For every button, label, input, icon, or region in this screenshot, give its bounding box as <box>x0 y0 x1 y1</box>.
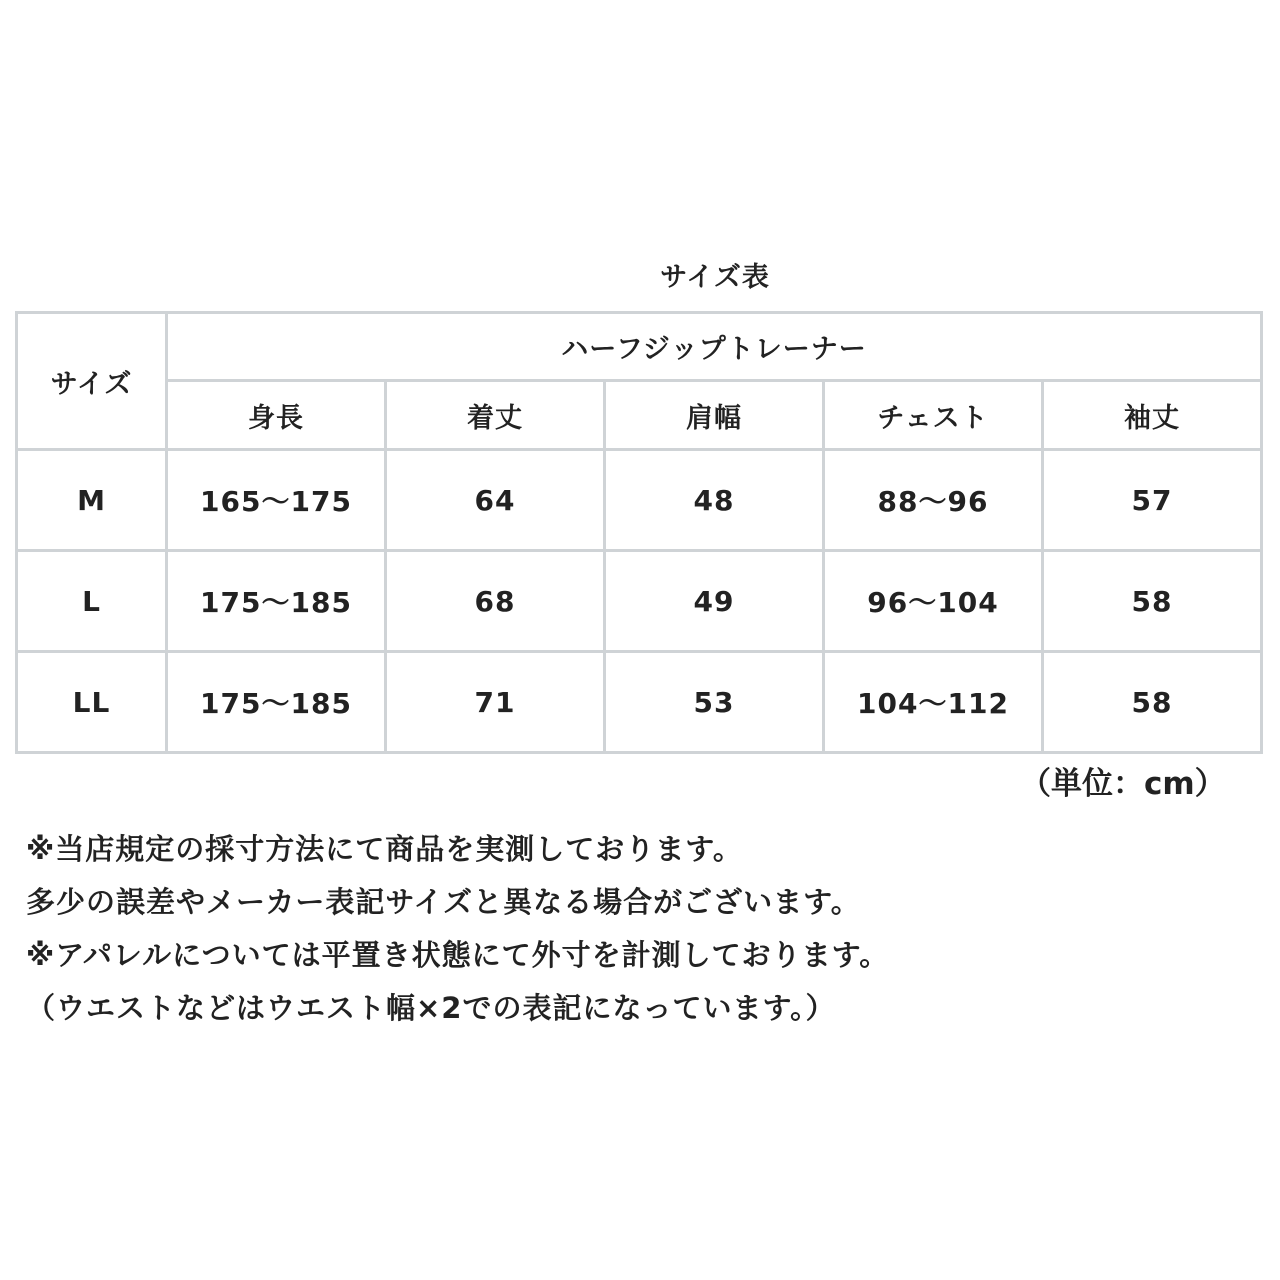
note-line: ※アパレルについては平置き状態にて外寸を計測しております。 <box>26 938 890 972</box>
table-cell: 88～96 <box>824 450 1043 551</box>
table-cell: 64 <box>386 450 605 551</box>
table-cell: 53 <box>605 652 824 753</box>
table-row <box>17 450 1262 551</box>
table-cell: 68 <box>386 551 605 652</box>
table-cell: 165～175 <box>167 450 386 551</box>
column-header-chest: チェスト <box>824 381 1043 450</box>
table-cell: 175～185 <box>167 652 386 753</box>
table-header-row <box>17 313 1262 381</box>
table-cell: 48 <box>605 450 824 551</box>
note-line: 多少の誤差やメーカー表記サイズと異なる場合がございます。 <box>26 885 861 919</box>
column-header-length: 着丈 <box>386 381 605 450</box>
size-cell: LL <box>17 652 167 753</box>
table-cell: 57 <box>1043 450 1262 551</box>
note-line: （ウエストなどはウエスト幅×2での表記になっています。） <box>26 991 836 1025</box>
column-header-sleeve: 袖丈 <box>1043 381 1262 450</box>
table-cell: 49 <box>605 551 824 652</box>
size-table <box>15 311 1263 754</box>
note-line: ※当店規定の採寸方法にて商品を実測しております。 <box>26 832 743 866</box>
table-cell: 58 <box>1043 551 1262 652</box>
size-cell: L <box>17 551 167 652</box>
table-column-header-row <box>17 381 1262 450</box>
product-header: ハーフジップトレーナー <box>167 313 1262 381</box>
table-cell: 96～104 <box>824 551 1043 652</box>
page-title: サイズ表 <box>660 262 770 293</box>
unit-label: （単位：cm） <box>1020 766 1226 802</box>
table-cell: 104～112 <box>824 652 1043 753</box>
table-cell: 71 <box>386 652 605 753</box>
table-cell: 58 <box>1043 652 1262 753</box>
column-header-shoulder: 肩幅 <box>605 381 824 450</box>
size-header: サイズ <box>17 313 167 450</box>
size-cell: M <box>17 450 167 551</box>
column-header-height: 身長 <box>167 381 386 450</box>
table-cell: 175～185 <box>167 551 386 652</box>
table-row <box>17 551 1262 652</box>
table-row <box>17 652 1262 753</box>
notes <box>26 823 1266 1035</box>
